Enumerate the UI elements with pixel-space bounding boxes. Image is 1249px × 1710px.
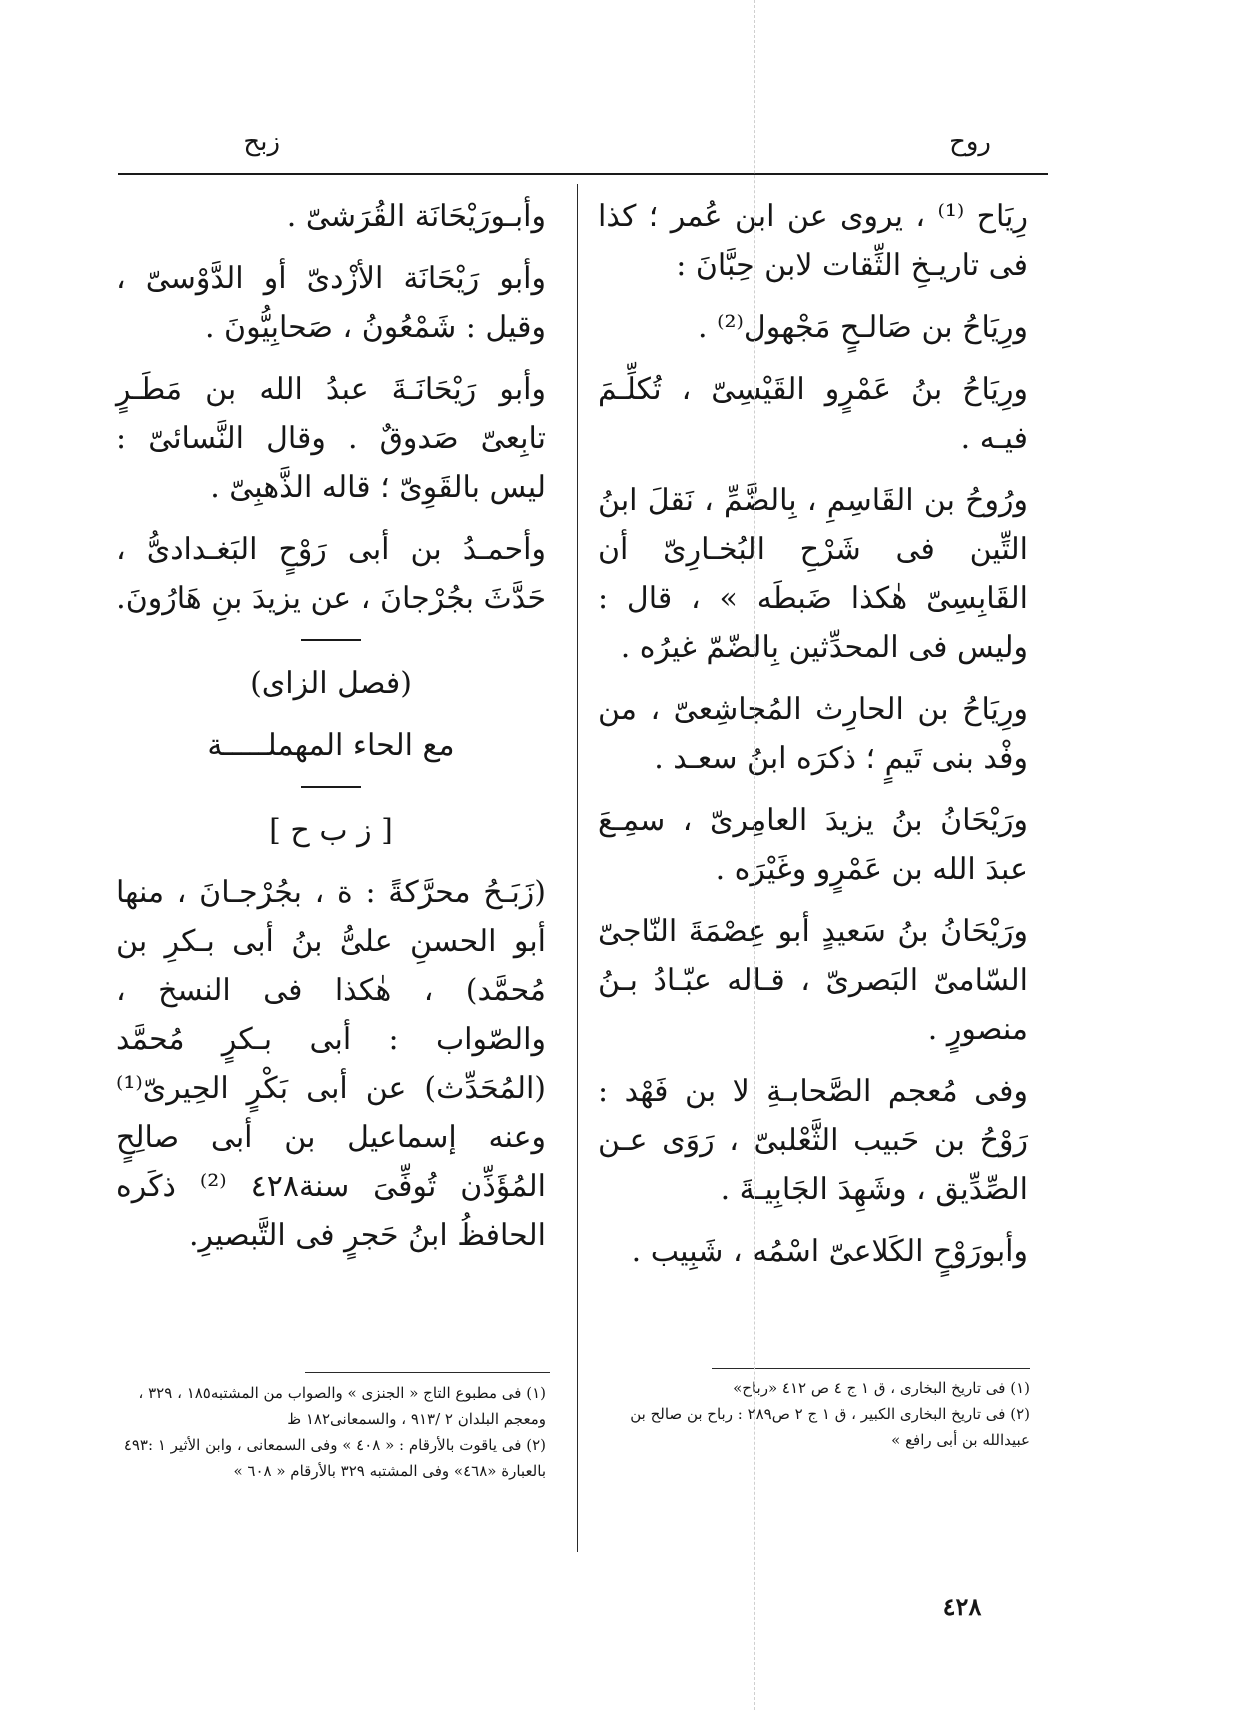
footnote-rule-right bbox=[712, 1368, 1030, 1369]
scan-fold-line bbox=[754, 0, 755, 1710]
column-divider bbox=[577, 184, 578, 1552]
paragraph: وأبورَوْحٍ الكَلاعىّ اسْمُه ، شَبِيب . bbox=[631, 1234, 1028, 1269]
paragraph: (زَبَـحُ محرَّكةً : ة ، بجُرْجـانَ ، منها أبو الحسنِ علىُّ بنُ أبى بـكرِ بن مُحمَّد) ، هٰكذا فى النسخ ، والصّواب : أبى بـكرٍ مُحمَّد (المُحَدِّث) عن أبى بَكْرٍ الحِيرىّ⁽¹⁾ وعنه إسماعيل بن أبى صالِحٍ المُؤَذِّن تُوفِّىَ سنة٤٢٨ ⁽²⁾ ذكَره الحافظُ ابنُ حَجرٍ فى التَّبصيرِ. bbox=[116, 875, 547, 1253]
right-column bbox=[598, 192, 1028, 1289]
paragraph: ورِيَاحُ بنُ عَمْرٍو القَيْسِىّ ، تُكلِّـمَ فيـه . bbox=[598, 372, 1028, 456]
paragraph: وأبو رَيْحَانَة الأزْدىّ أو الدَّوْسىّ ، وقيل : شَمْعُونُ ، صَحابِيُّونَ . bbox=[116, 261, 546, 345]
paragraph: وأبـورَيْحَانَة القُرَشىّ . bbox=[286, 199, 546, 234]
paragraph: ورَيْحَانُ بنُ سَعيدٍ أبو عِصْمَةَ النّاجىّ السّامىّ البَصرىّ ، قـاله عبّـادُ بـنُ منصورٍ . bbox=[598, 914, 1028, 1047]
header-rule bbox=[118, 173, 1048, 175]
paragraph: ورُوحُ بن القَاسِمِ ، بِالضَّمِّ ، نَقلَ ابنُ التِّين فى شَرْحِ البُخـارِىّ أن القَابِسِىّ هٰكذا ضَبطَه » ، قال : وليس فى المحدِّثين بِالضّمّ غيرُه . bbox=[598, 483, 1028, 665]
footnote: (١) فى تاريخ البخارى ، ق ١ ج ٤ ص ٤١٢ «رباح» bbox=[733, 1379, 1030, 1397]
paragraph: وفى مُعجم الصَّحابـةِ لا بن فَهْد : رَوْحُ بن حَبيب الثَّعْلبىّ ، رَوَى عـن الصِّدِّيق ، وشَهِدَ الجَابِيـةَ . bbox=[598, 1074, 1028, 1207]
page-number: ٤٢٨ bbox=[942, 1592, 982, 1621]
footnote: (١) فى مطبوع التاج « الجنزى » والصواب من المشتبه١٨٥ ، ٣٢٩ ، ومعجم البلدان ٢ /٩١٣ ، والسمعانى١٨٢ ظ bbox=[138, 1384, 546, 1428]
running-header-left: زبح bbox=[243, 127, 280, 157]
left-column bbox=[116, 192, 546, 1273]
paragraph: وأحمـدُ بن أبى رَوْحٍ البَغـدادىُّ ، حَدَّثَ بجُرْجانَ ، عن يزيدَ بنِ هَارُونَ. bbox=[116, 532, 546, 616]
paragraph: ورِيَاحُ بن الحارِث المُجاشِعىّ ، من وفْد بنى تَيمٍ ؛ ذكرَه ابنُ سعـد . bbox=[598, 692, 1028, 776]
section-divider bbox=[301, 786, 361, 788]
paragraph: وأبو رَيْحَانَـةَ عبدُ الله بن مَطَـرٍ تابِعىّ صَدوقٌ . وقال النَّسائىّ : ليس بالقَوِىّ ؛ قاله الذَّهبِىّ . bbox=[116, 372, 546, 505]
paragraph: ورِيَاحُ بن صَالـحٍ مَجْهول⁽²⁾ . bbox=[698, 310, 1028, 345]
running-header-right: روح bbox=[949, 127, 991, 157]
footnotes-right bbox=[598, 1375, 1030, 1453]
section-title: (فصل الزاى) bbox=[250, 666, 412, 701]
paragraph: رِيَاح ⁽¹⁾ ، يروى عن ابن عُمر ؛ كذا فى تاريـخِ الثِّقات لابن حِبَّانَ : bbox=[598, 199, 1028, 283]
section-subtitle: مع الحاء المهملـــــة bbox=[207, 728, 455, 763]
entry-heading: [ ز ب ح ] bbox=[269, 813, 393, 848]
footnote: (٢) فى تاريخ البخارى الكبير ، ق ١ ج ٢ ص٢٨٩ : رباح بن صالح بن عبيدالله بن أبى رافع » bbox=[630, 1405, 1030, 1449]
section-divider bbox=[301, 639, 361, 641]
footnote-rule-left bbox=[305, 1372, 550, 1373]
footnote: (٢) فى ياقوت بالأرقام : « ٤٠٨ » وفى السمعانى ، وابن الأثير ١ :٤٩٣ بالعبارة «٤٦٨» وفى المشتبه ٣٢٩ بالأرقام « ٦٠٨ » bbox=[123, 1436, 546, 1480]
paragraph: ورَيْحَانُ بنُ يزيدَ العامِرىّ ، سمِـعَ عبدَ الله بن عَمْرٍو وغَيْرَه . bbox=[598, 803, 1028, 887]
footnotes-left bbox=[116, 1380, 546, 1484]
